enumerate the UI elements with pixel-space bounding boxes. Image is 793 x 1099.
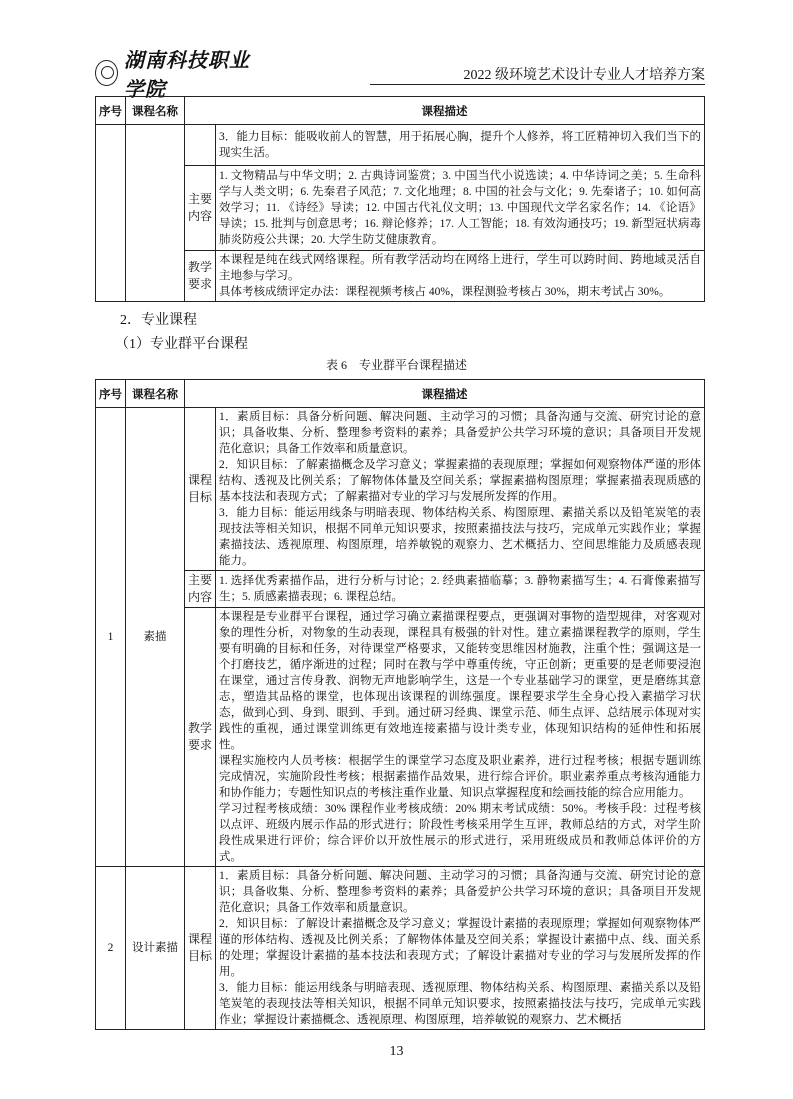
- college-logo-text: 湖南科技职业学院: [123, 48, 250, 101]
- course-name-cell: 素描: [126, 408, 185, 867]
- col-header-desc: 课程描述: [185, 97, 705, 125]
- assessment-method-text: 课程实施校内人员考核：根据学生的课堂学习态度及职业素养，进行过程考核；根据专题训练完成情况，实施阶段性考核；根据素描作品效果，进行综合评价。职业素养重点考核沟通能力和协作能力；专题性知识点的考核注重作业量、知识点掌握程度和绘画技能的综合应用能力。: [219, 755, 701, 799]
- page-number: 13: [389, 1044, 404, 1059]
- sub-label-course-goals: 课程目标: [185, 867, 216, 1030]
- ability-goal-text: 3．能力目标：能运用线条与明暗表现、物体结构关系、构图原理、素描关系以及铅笔炭笔的表现技法等相关知识，根据不同单元知识要求，按照素描技法与技巧，完成单元实践作业；掌握素描技法、透视原理、构图原理，培养敏锐的观察力、艺术概括力、空间思维能力及质感表现能力。: [219, 507, 701, 567]
- table-row: [96, 867, 705, 1030]
- table-row: [96, 251, 705, 302]
- sub-label-teaching-req: 教学要求: [185, 251, 216, 302]
- teaching-req-cell: [216, 608, 705, 867]
- ability-goal-text: 3．能力目标：能吸收前人的智慧，用于拓展心胸，提升个人修养，将工匠精神切入我们当下的现实生活。: [216, 125, 705, 166]
- section-heading-professional-courses: 2．专业课程: [120, 313, 197, 328]
- table-row: [96, 571, 705, 608]
- teaching-req-cell: [216, 251, 705, 302]
- course-table-continued: [95, 96, 705, 302]
- teaching-req-text: 本课程是纯在线式网络课程。所有教学活动均在网络上进行，学生可以跨时间、跨地域灵活自主地参与学习。: [219, 254, 701, 282]
- table-caption: 表 6 专业群平台课程描述: [325, 358, 467, 372]
- table-row: [96, 608, 705, 867]
- assessment-weight-text: 学习过程考核成绩：30% 课程作业考核成绩：20% 期末考试成绩：50%。考核手段：过程考核以点评、班级内展示作品的形式进行；阶段性考核采用学生互评，教师总结的方式，对学生阶段性成果进行评价；综合评价以开放性展示的形式进行，采用班级成员和教师总体评价的方式。: [219, 803, 701, 863]
- sub-label-course-goals: 课程目标: [185, 408, 216, 571]
- section-heading-platform-courses: （1）专业群平台课程: [115, 337, 248, 352]
- college-seal-icon: [95, 60, 118, 86]
- course-no-cell: 1: [96, 408, 126, 867]
- table-row: [96, 408, 705, 571]
- table-header-row: [96, 380, 705, 408]
- header-rule: [370, 84, 705, 85]
- col-header-desc: 课程描述: [185, 380, 705, 408]
- course-name-cell: 设计素描: [126, 867, 185, 1030]
- col-header-no: 序号: [96, 380, 126, 408]
- assessment-text: 具体考核成绩评定办法：课程视频考核占 40%，课程测验考核占 30%，期末考试占 30%。: [219, 286, 671, 298]
- table-header-row: [96, 97, 705, 125]
- course-goals-cell: [216, 408, 705, 571]
- col-header-name: 课程名称: [126, 97, 185, 125]
- platform-course-table: [95, 379, 705, 1030]
- col-header-name: 课程名称: [126, 380, 185, 408]
- main-content-text: 1. 选择优秀素描作品，进行分析与讨论；2. 经典素描临摹；3. 静物素描写生；4. 石膏像素描写生；5. 质感素描表现；6. 课程总结。: [216, 571, 705, 608]
- table-row: [96, 166, 705, 251]
- ability-goal-text: 3．能力目标：能运用线条与明暗表现、透视原理、物体结构关系、构图原理、素描关系以及铅笔炭笔的表现技法等相关知识，根据不同单元知识要求，按照素描技法与技巧，完成单元实践作业；掌握设计素描概念、透视原理、构图原理，培养敏锐的观察力、艺术概括: [219, 982, 701, 1026]
- sub-label-main-content: 主要内容: [185, 166, 216, 251]
- college-logo: [95, 48, 270, 101]
- quality-goal-text: 1．素质目标：具备分析问题、解决问题、主动学习的习惯；具备沟通与交流、研究讨论的意识；具备收集、分析、整理参考资料的素养；具备爱护公共学习环境的意识；具备项目开发规范化意识；具备工作效率和质量意识。: [219, 411, 701, 455]
- course-name-cell: [126, 125, 185, 302]
- sub-label-main-content: 主要内容: [185, 571, 216, 608]
- knowledge-goal-text: 2．知识目标：了解素描概念及学习意义；掌握素描的表现原理；掌握如何观察物体严谨的形体结构、透视及比例关系；了解物体体量及空间关系；掌握素描构图原理；掌握素描表现质感的基本技法和表现方式；了解素描对专业的学习与发展所发挥的作用。: [219, 459, 701, 503]
- teaching-req-text: 本课程是专业群平台课程，通过学习确立素描课程要点，更强调对事物的造型规律，对客观对象的理性分析，对物象的生动表现，课程具有极强的针对性。建立素描课程教学的原则，学生要有明确的目标和任务，对待课堂严格要求，又能转变思维因材施教，注重个性；强调这是一个打磨技艺，循序渐进的过程；同时在教与学中尊重传统，守正创新；更重要的是老师要浸泡在课堂，通过言传身教、润物无声地影响学生，这是一个专业基础学习的课堂，更是磨练其意志，塑造其品格的课堂，也体现出该课程的训练强度。课程要求学生全身心投入素描学习状态，做到心到、身到、眼到、手到。通过研习经典、课堂示范、师生点评、总结展示体现对实践性的重视，通过课堂训练更有效地连接素描与设计类专业，体现知识结构的延伸性和拓展性。: [219, 611, 701, 751]
- page-header: [95, 48, 705, 101]
- sub-label-teaching-req: 教学要求: [185, 608, 216, 867]
- course-goals-cell: [216, 867, 705, 1030]
- course-no-cell: [96, 125, 126, 302]
- course-no-cell: 2: [96, 867, 126, 1030]
- main-content-text: 1. 文物精品与中华文明；2. 古典诗词鉴赏；3. 中国当代小说选读；4. 中华诗词之美；5. 生命科学与人类文明；6. 先秦君子风范；7. 文化地理；8. 中国的社会与文化；9. 先秦诸子；10. 如何高效学习；11. 《诗经》导读；12. 中国古代礼仪文明；13. 中国现代文学名家名作；14. 《论语》导读；15. 批判与创意思考；16. 辩论修养；17. 人工智能；18. 有效沟通技巧；19. 新型冠状病毒肺炎防疫公共课；20. 大学生防艾健康教育。: [216, 166, 705, 251]
- sub-label-cell: [185, 125, 216, 166]
- col-header-no: 序号: [96, 97, 126, 125]
- table-row: [96, 125, 705, 166]
- knowledge-goal-text: 2．知识目标：了解设计素描概念及学习意义；掌握设计素描的表现原理；掌握如何观察物体严谨的形体结构、透视及比例关系；了解物体体量及空间关系；掌握设计素描中点、线、面关系的处理；掌握设计素描的基本技法和表现方式；了解设计素描对专业的学习与发展所发挥的作用。: [219, 918, 701, 978]
- quality-goal-text: 1．素质目标：具备分析问题、解决问题、主动学习的习惯；具备沟通与交流、研究讨论的意识；具备收集、分析、整理参考资料的素养；具备爱护公共学习环境的意识；具备项目开发规范化意识；具备工作效率和质量意识。: [219, 870, 701, 914]
- document-title: 2022 级环境艺术设计专业人才培养方案: [463, 68, 705, 83]
